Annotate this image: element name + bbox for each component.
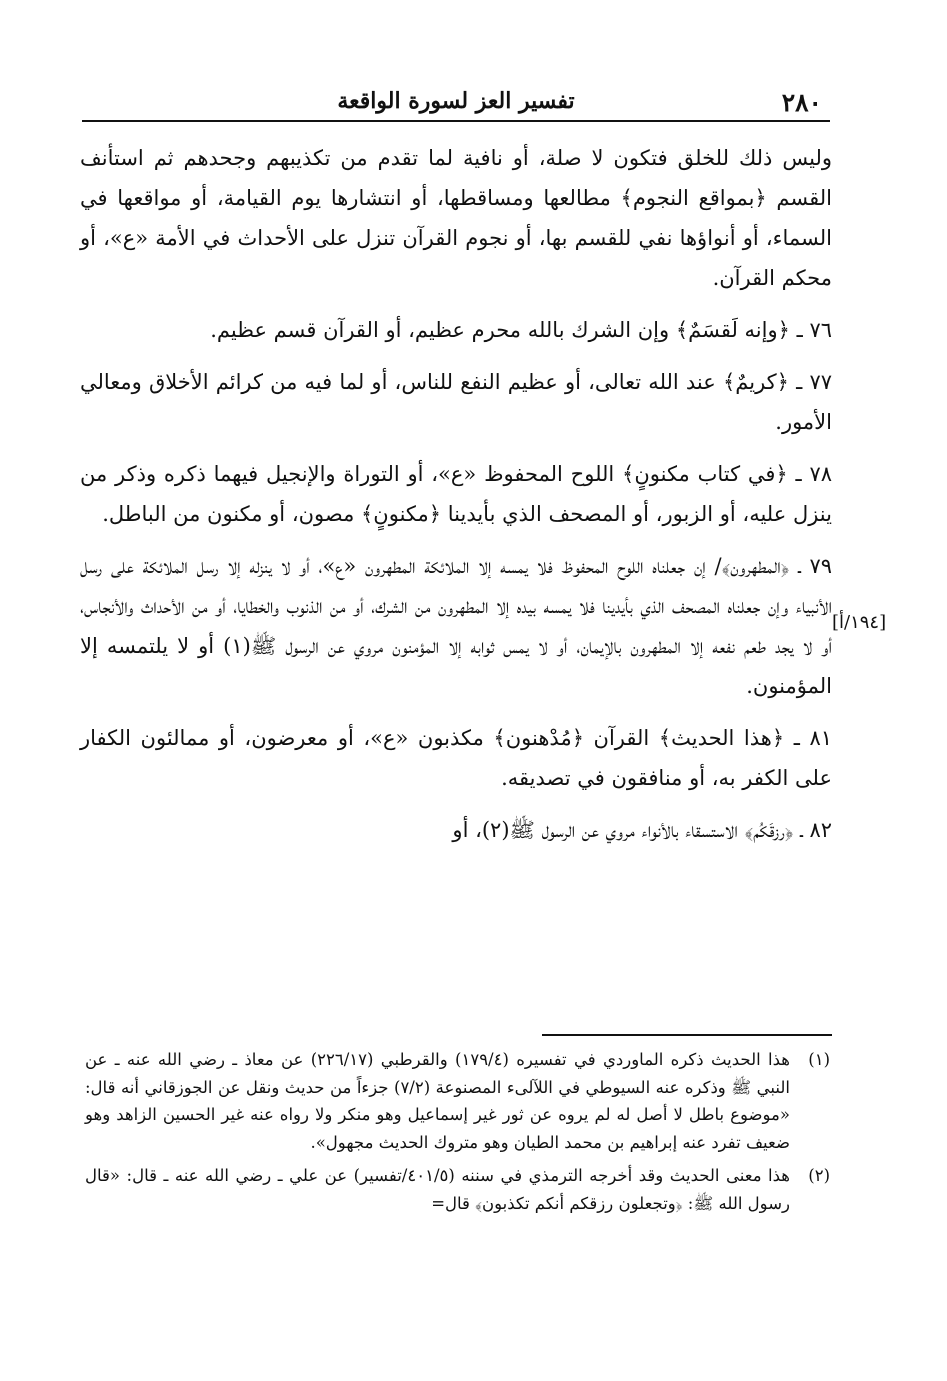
footnote-number: (١) bbox=[808, 1050, 830, 1069]
footnotes bbox=[85, 1046, 830, 1223]
footnote-text: هذا معنى الحديث وقد أخرجه الترمذي في سننه (٤٠١/٥/تفسير) عن علي ـ رضي الله عنه ـ قال: «قال رسول الله ﷺ: ﴿وتجعلون رزقكم أنكم تكذبون﴾ قال= bbox=[85, 1166, 791, 1213]
footnote-text: هذا الحديث ذكره الماوردي في تفسيره (١٧٩/٤) والقرطبي (٢٢٦/١٧) عن معاذ ـ رضي الله عنه ـ عن النبي ﷺ وذكره عنه السيوطي في اللآلىء المصنوعة (٧/٢) جزءاً من حديث ونقل عن الجوزقاني أنه قال: «موضوع باطل لا أصل له لم يروه عن ثور غير إسماعيل وهو منكر ولا رواه عنه غير الحسين الزاهد وهو ضعيف تفرد عنه إبراهيم بن محمد الطيان وهو متروك الحديث مجهول». bbox=[85, 1050, 791, 1152]
paragraph: ٧٧ ـ ﴿كريمٌ﴾ عند الله تعالى، أو عظيم النفع للناس، أو لما فيه من كرائم الأخلاق ومعالي الأمور. bbox=[80, 370, 832, 434]
header-rule bbox=[82, 120, 830, 122]
paragraph: ٧٩ ـ ﴿المطهرون﴾/ إن جعلناه اللوح المحفوظ فلا يمسه إلا الملائكة المطهرون «ع»، أو لا ينزله إلا رسل الملائكة على رسل الأنبياء وإن جعلناه المصحف الذي بأيدينا فلا يمسه بيده إلا المطهرون من الشرك، أو من الذنوب والخطايا، أو من الأحداث والأنجاس، أو لا يجد طعم نفعه إلا المطهرون بالإيمان، أو لا يمس ثوابه إلا المؤمنون مروي عن الرسول ﷺ(١) أو لا يلتمسه إلا المؤمنون. bbox=[80, 554, 832, 698]
main-text bbox=[80, 138, 832, 862]
paragraph: وليس ذلك للخلق فتكون لا صلة، أو نافية لما تقدم من تكذيبهم وجحدهم ثم استأنف القسم ﴿بمواقع النجوم﴾ مطالعها ومساقطها، أو انتشارها يوم القيامة، أو مواقعها في السماء، أو أنواؤها نفي للقسم بها، أو نجوم القرآن تنزل على الأحداث في الأمة «ع»، أو محكم القرآن. bbox=[80, 146, 832, 290]
running-title: تفسير العز لسورة الواقعة bbox=[337, 88, 575, 114]
footnote bbox=[85, 1162, 830, 1217]
page-number: ٢٨٠ bbox=[781, 88, 822, 117]
footnote-number: (٢) bbox=[808, 1166, 830, 1185]
paragraph: ٨١ ـ ﴿هذا الحديث﴾ القرآن ﴿مُدْهنون﴾ مكذبون «ع»، أو معرضون، أو ممالئون الكفار على الكفر به، أو منافقون في تصديقه. bbox=[80, 726, 832, 790]
paragraph: ٧٦ ـ ﴿وإنه لَقسَمٌ﴾ وإن الشرك بالله محرم عظيم، أو القرآن قسم عظيم. bbox=[210, 318, 832, 342]
paragraph: ٧٨ ـ ﴿في كتاب مكنونٍ﴾ اللوح المحفوظ «ع»، أو التوراة والإنجيل فيهما ذكره وذكر من ينزل عليه، أو الزبور، أو المصحف الذي بأيدينا ﴿مكنونٍ﴾ مصون، أو مكنون من الباطل. bbox=[80, 462, 832, 526]
manuscript-folio-marker: [١٩٤/أ] bbox=[832, 612, 887, 633]
footnote bbox=[85, 1046, 830, 1156]
paragraph: ٨٢ ـ ﴿رزقَكُم﴾ الاستسقاء بالأنواء مروي عن الرسول ﷺ(٢)، أو bbox=[452, 818, 832, 842]
footnote-rule bbox=[542, 1034, 832, 1036]
page-header bbox=[82, 84, 830, 122]
